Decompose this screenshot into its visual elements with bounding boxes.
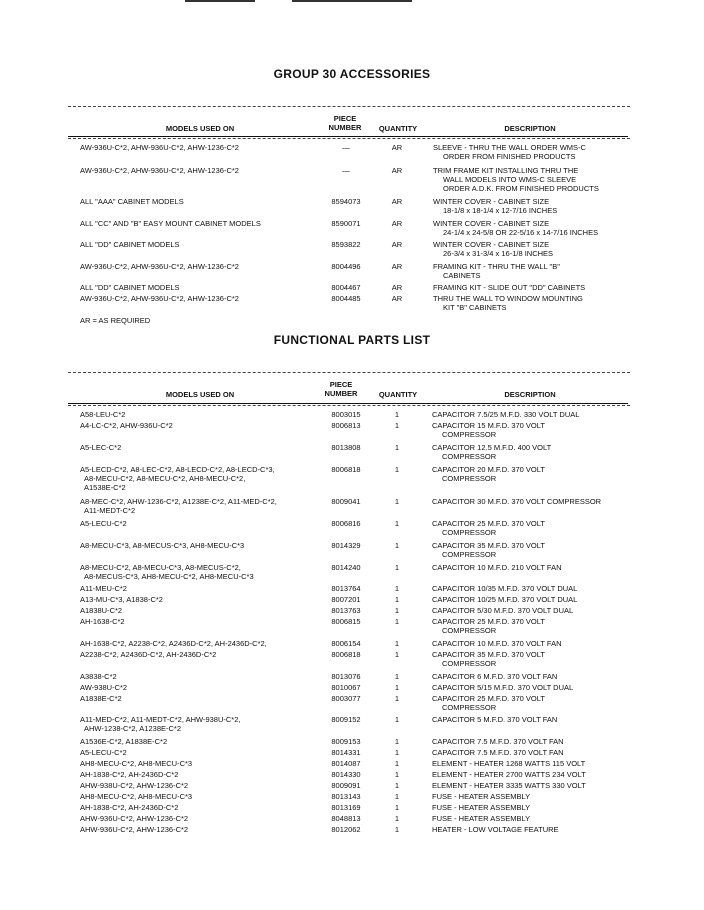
- header-rule: [68, 138, 630, 139]
- description-cell: CAPACITOR 20 M.F.D. 370 VOLT COMPRESSOR: [432, 465, 545, 483]
- quantity-cell: 1: [394, 759, 400, 768]
- header-models: MODELS USED ON: [165, 124, 235, 133]
- quantity-cell: AR: [391, 166, 403, 175]
- quantity-cell: 1: [394, 683, 400, 692]
- quantity-cell: 1: [394, 617, 400, 626]
- header-rule: [68, 403, 628, 404]
- quantity-cell: 1: [394, 792, 400, 801]
- models-cell: A4-LC-C*2, AHW-936U-C*2: [80, 421, 173, 430]
- functional-title: FUNCTIONAL PARTS LIST: [273, 333, 431, 347]
- description-cell: CAPACITOR 12.5 M.F.D. 400 VOLT COMPRESSOR: [432, 443, 552, 461]
- divider: [68, 372, 630, 373]
- description-cell: CAPACITOR 10 M.F.D. 370 VOLT FAN: [432, 639, 562, 648]
- piece-number-cell: 8003077: [331, 694, 361, 703]
- header-piece-number: PIECE NUMBER: [328, 114, 362, 132]
- description-cell: CAPACITOR 6 M.F.D. 370 VOLT FAN: [432, 672, 558, 681]
- quantity-cell: 1: [394, 465, 400, 474]
- quantity-cell: AR: [391, 143, 403, 152]
- models-cell: ALL "DD" CABINET MODELS: [80, 240, 180, 249]
- description-cell: FRAMING KIT - THRU THE WALL "B" CABINETS: [433, 262, 560, 280]
- description-cell: FUSE - HEATER ASSEMBLY: [432, 814, 531, 823]
- models-cell: AH-1838-C*2, AH-2436D-C*2: [80, 770, 179, 779]
- description-cell: CAPACITOR 10/35 M.F.D. 370 VOLT DUAL: [432, 584, 578, 593]
- piece-number-cell: 8006154: [331, 639, 361, 648]
- header-models: MODELS USED ON: [165, 390, 235, 399]
- header-description: DESCRIPTION: [504, 390, 556, 399]
- description-cell: THRU THE WALL TO WINDOW MOUNTING KIT "B" CABINETS: [433, 294, 583, 312]
- description-cell: ELEMENT - HEATER 3335 WATTS 330 VOLT: [432, 781, 586, 790]
- quantity-cell: 1: [394, 606, 400, 615]
- models-cell: ALL "AAA" CABINET MODELS: [80, 197, 184, 206]
- piece-number-cell: 8004485: [331, 294, 361, 303]
- piece-number-cell: 8009091: [331, 781, 361, 790]
- piece-number-cell: 8013763: [331, 606, 361, 615]
- quantity-cell: AR: [391, 197, 403, 206]
- quantity-cell: 1: [394, 781, 400, 790]
- description-cell: CAPACITOR 10 M.F.D. 210 VOLT FAN: [432, 563, 562, 572]
- piece-number-cell: 8014331: [331, 748, 361, 757]
- quantity-cell: 1: [394, 519, 400, 528]
- quantity-cell: 1: [394, 563, 400, 572]
- header-quantity: QUANTITY: [378, 390, 418, 399]
- description-cell: WINTER COVER - CABINET SIZE 18-1/8 x 18-1/4 x 12-7/16 INCHES: [433, 197, 558, 215]
- piece-number-cell: 8013076: [331, 672, 361, 681]
- piece-number-cell: 8006818: [331, 650, 361, 659]
- models-cell: A5-LEC-C*2: [80, 443, 122, 452]
- description-cell: CAPACITOR 7.5 M.F.D. 370 VOLT FAN: [432, 737, 564, 746]
- piece-number-cell: 8014330: [331, 770, 361, 779]
- quantity-cell: AR: [391, 219, 403, 228]
- models-cell: AW-936U-C*2, AHW-936U-C*2, AHW-1236-C*2: [80, 294, 239, 303]
- quantity-cell: 1: [394, 748, 400, 757]
- quantity-cell: AR: [391, 283, 403, 292]
- models-cell: AHW-938U-C*2, AHW-1236-C*2: [80, 781, 189, 790]
- piece-number-cell: 8013808: [331, 443, 361, 452]
- models-cell: AH-1638-C*2, A2238-C*2, A2436D-C*2, AH-2436D-C*2,: [80, 639, 267, 648]
- quantity-cell: 1: [394, 694, 400, 703]
- quantity-cell: AR: [391, 262, 403, 271]
- piece-number-cell: 8009041: [331, 497, 361, 506]
- piece-number-cell: 8004467: [331, 283, 361, 292]
- piece-number-cell: 8006815: [331, 617, 361, 626]
- piece-number-cell: 8590071: [331, 219, 361, 228]
- description-cell: ELEMENT - HEATER 2700 WATTS 234 VOLT: [432, 770, 586, 779]
- models-cell: AH8-MECU-C*2, AH8-MECU-C*3: [80, 792, 193, 801]
- models-cell: AH-1838-C*2, AH-2436D-C*2: [80, 803, 179, 812]
- models-cell: A8-MECU-C*3, A8-MECUS-C*3, AH8-MECU-C*3: [80, 541, 245, 550]
- quantity-cell: 1: [394, 672, 400, 681]
- description-cell: HEATER - LOW VOLTAGE FEATURE: [432, 825, 559, 834]
- models-cell: AHW-936U-C*2, AHW-1236-C*2: [80, 814, 189, 823]
- description-cell: TRIM FRAME KIT INSTALLING THRU THE WALL MODELS INTO WMS-C SLEEVE ORDER A.D.K. FROM FINISHED PRODUCTS: [433, 166, 599, 193]
- quantity-cell: 1: [394, 584, 400, 593]
- description-cell: CAPACITOR 10/25 M.F.D. 370 VOLT DUAL: [432, 595, 578, 604]
- models-cell: AHW-936U-C*2, AHW-1236-C*2: [80, 825, 189, 834]
- piece-number-cell: 8006818: [331, 465, 361, 474]
- description-cell: CAPACITOR 5/30 M.F.D. 370 VOLT DUAL: [432, 606, 574, 615]
- quantity-cell: 1: [394, 825, 400, 834]
- models-cell: AW-936U-C*2, AHW-936U-C*2, AHW-1236-C*2: [80, 143, 239, 152]
- description-cell: CAPACITOR 15 M.F.D. 370 VOLT COMPRESSOR: [432, 421, 545, 439]
- piece-number-cell: 8013764: [331, 584, 361, 593]
- piece-number-cell: —: [342, 166, 350, 175]
- piece-number-cell: 8012062: [331, 825, 361, 834]
- quantity-cell: 1: [394, 497, 400, 506]
- piece-number-cell: 8013143: [331, 792, 361, 801]
- scan-mark: [185, 0, 255, 2]
- models-cell: A11-MED-C*2, A11-MEDT-C*2, AHW-938U-C*2, AHW-1238-C*2, A1238E-C*2: [80, 715, 241, 733]
- models-cell: ALL "CC" AND "B" EASY MOUNT CABINET MODELS: [80, 219, 261, 228]
- piece-number-cell: —: [342, 143, 350, 152]
- description-cell: SLEEVE - THRU THE WALL ORDER WMS-C ORDER FROM FINISHED PRODUCTS: [433, 143, 586, 161]
- models-cell: A2238-C*2, A2436D-C*2, AH-2436D-C*2: [80, 650, 217, 659]
- models-cell: A5-LECU-C*2: [80, 519, 127, 528]
- quantity-cell: 1: [394, 639, 400, 648]
- scan-mark: [292, 0, 412, 2]
- piece-number-cell: 8014240: [331, 563, 361, 572]
- models-cell: A1838E-C*2: [80, 694, 122, 703]
- quantity-cell: 1: [394, 737, 400, 746]
- quantity-cell: 1: [394, 814, 400, 823]
- piece-number-cell: 8594073: [331, 197, 361, 206]
- piece-number-cell: 8007201: [331, 595, 361, 604]
- quantity-cell: 1: [394, 650, 400, 659]
- header-piece-number: PIECE NUMBER: [324, 380, 358, 398]
- quantity-cell: AR: [391, 240, 403, 249]
- piece-number-cell: 8014329: [331, 541, 361, 550]
- piece-number-cell: 8013169: [331, 803, 361, 812]
- models-cell: A5-LECD-C*2, A8-LEC-C*2, A8-LECD-C*2, A8-LECD-C*3, A8-MECU-C*2, A8-MECU-C*2, AH8-MECU-C*2, A1538E-C*2: [80, 465, 275, 492]
- piece-number-cell: 8006813: [331, 421, 361, 430]
- description-cell: CAPACITOR 7.5/25 M.F.D. 330 VOLT DUAL: [432, 410, 580, 419]
- models-cell: A13-MU-C*3, A1838-C*2: [80, 595, 163, 604]
- models-cell: A1536E-C*2, A1838E-C*2: [80, 737, 168, 746]
- header-quantity: QUANTITY: [378, 124, 418, 133]
- models-cell: A5-LECU-C*2: [80, 748, 127, 757]
- piece-number-cell: 8048813: [331, 814, 361, 823]
- piece-number-cell: 8009152: [331, 715, 361, 724]
- description-cell: FUSE - HEATER ASSEMBLY: [432, 803, 531, 812]
- description-cell: FRAMING KIT - SLIDE OUT "DD" CABINETS: [433, 283, 586, 292]
- description-cell: CAPACITOR 7.5 M.F.D. 370 VOLT FAN: [432, 748, 564, 757]
- divider: [68, 106, 630, 107]
- header-rule: [68, 405, 630, 406]
- quantity-cell: 1: [394, 803, 400, 812]
- piece-number-cell: 8004496: [331, 262, 361, 271]
- description-cell: FUSE - HEATER ASSEMBLY: [432, 792, 531, 801]
- description-cell: WINTER COVER - CABINET SIZE 26-3/4 x 31-3/4 x 16-1/8 INCHES: [433, 240, 554, 258]
- models-cell: ALL "DD" CABINET MODELS: [80, 283, 180, 292]
- models-cell: A11-MEU-C*2: [80, 584, 127, 593]
- piece-number-cell: 8010067: [331, 683, 361, 692]
- quantity-cell: 1: [394, 443, 400, 452]
- description-cell: CAPACITOR 5/15 M.F.D. 370 VOLT DUAL: [432, 683, 574, 692]
- quantity-cell: 1: [394, 421, 400, 430]
- description-cell: ELEMENT - HEATER 1268 WATTS 115 VOLT: [432, 759, 586, 768]
- piece-number-cell: 8003015: [331, 410, 361, 419]
- quantity-cell: 1: [394, 595, 400, 604]
- description-cell: WINTER COVER - CABINET SIZE 24-1/4 x 24-5/8 OR 22-5/16 x 14-7/16 INCHES: [433, 219, 599, 237]
- header-description: DESCRIPTION: [504, 124, 556, 133]
- quantity-cell: 1: [394, 410, 400, 419]
- piece-number-cell: 8009153: [331, 737, 361, 746]
- quantity-cell: 1: [394, 715, 400, 724]
- description-cell: CAPACITOR 25 M.F.D. 370 VOLT COMPRESSOR: [432, 694, 545, 712]
- models-cell: AW-936U-C*2, AHW-936U-C*2, AHW-1236-C*2: [80, 166, 239, 175]
- quantity-cell: 1: [394, 770, 400, 779]
- models-cell: AH8-MECU-C*2, AH8-MECU-C*3: [80, 759, 193, 768]
- accessories-title: GROUP 30 ACCESSORIES: [273, 67, 431, 81]
- description-cell: CAPACITOR 5 M.F.D. 370 VOLT FAN: [432, 715, 558, 724]
- piece-number-cell: 8014087: [331, 759, 361, 768]
- quantity-cell: AR: [391, 294, 403, 303]
- models-cell: AW-936U-C*2, AHW-936U-C*2, AHW-1236-C*2: [80, 262, 239, 271]
- models-cell: A8-MEC-C*2, AHW-1236-C*2, A1238E-C*2, A11-MED-C*2, A11-MEDT-C*2: [80, 497, 277, 515]
- piece-number-cell: 8593822: [331, 240, 361, 249]
- piece-number-cell: 8006816: [331, 519, 361, 528]
- models-cell: A3838-C*2: [80, 672, 117, 681]
- note: AR = AS REQUIRED: [80, 316, 151, 325]
- description-cell: CAPACITOR 25 M.F.D. 370 VOLT COMPRESSOR: [432, 519, 545, 537]
- models-cell: A8-MECU-C*2, A8-MECU-C*3, A8-MECUS-C*2, A8-MECUS-C*3, AH8-MECU-C*2, AH8-MECU-C*3: [80, 563, 254, 581]
- description-cell: CAPACITOR 35 M.F.D. 370 VOLT COMPRESSOR: [432, 650, 545, 668]
- models-cell: A58-LEU-C*2: [80, 410, 126, 419]
- description-cell: CAPACITOR 25 M.F.D. 370 VOLT COMPRESSOR: [432, 617, 545, 635]
- header-rule: [68, 136, 628, 137]
- description-cell: CAPACITOR 35 M.F.D. 370 VOLT COMPRESSOR: [432, 541, 545, 559]
- models-cell: AH-1638-C*2: [80, 617, 125, 626]
- quantity-cell: 1: [394, 541, 400, 550]
- description-cell: CAPACITOR 30 M.F.D. 370 VOLT COMPRESSOR: [432, 497, 602, 506]
- models-cell: A1838U-C*2: [80, 606, 123, 615]
- models-cell: AW-938U-C*2: [80, 683, 128, 692]
